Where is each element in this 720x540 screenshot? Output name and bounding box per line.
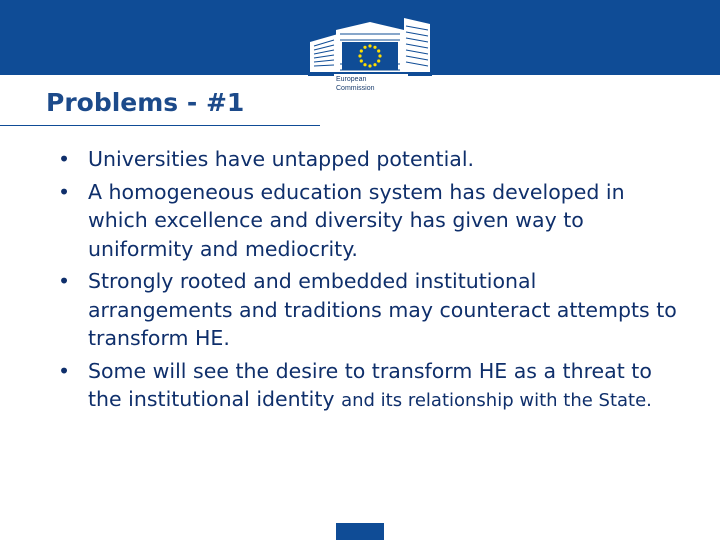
logo-caption — [336, 75, 396, 93]
bullet-text: Some will see the desire to transform HE as a threat to the institutional identity — [88, 358, 652, 411]
slide-title: Problems - #1 — [46, 88, 245, 117]
bullet-text: Strongly rooted and embedded institutional arrangements and traditions may counteract attempts to transform HE. — [88, 269, 677, 350]
bullet-dot-icon: • — [58, 147, 71, 171]
bullet-item — [58, 357, 678, 416]
bullet-list — [58, 145, 678, 420]
footer-tab — [336, 523, 384, 540]
title-underline — [0, 125, 320, 126]
bullet-dot-icon: • — [58, 269, 71, 293]
logo-caption-line2: Commission — [336, 85, 375, 92]
bullet-item — [58, 267, 678, 353]
logo-caption-line1: European — [336, 76, 367, 83]
bullet-item — [58, 178, 678, 264]
bullet-item — [58, 145, 678, 174]
bullet-dot-icon: • — [58, 179, 71, 204]
bullet-text-continuation: and its relationship with the State. — [341, 390, 652, 411]
bullet-text: A homogeneous education system has developed in which excellence and diversity has given way to uniformity and mediocrity. — [88, 179, 625, 261]
bullet-text: Universities have untapped potential. — [88, 147, 475, 171]
bullet-dot-icon: • — [58, 358, 71, 383]
